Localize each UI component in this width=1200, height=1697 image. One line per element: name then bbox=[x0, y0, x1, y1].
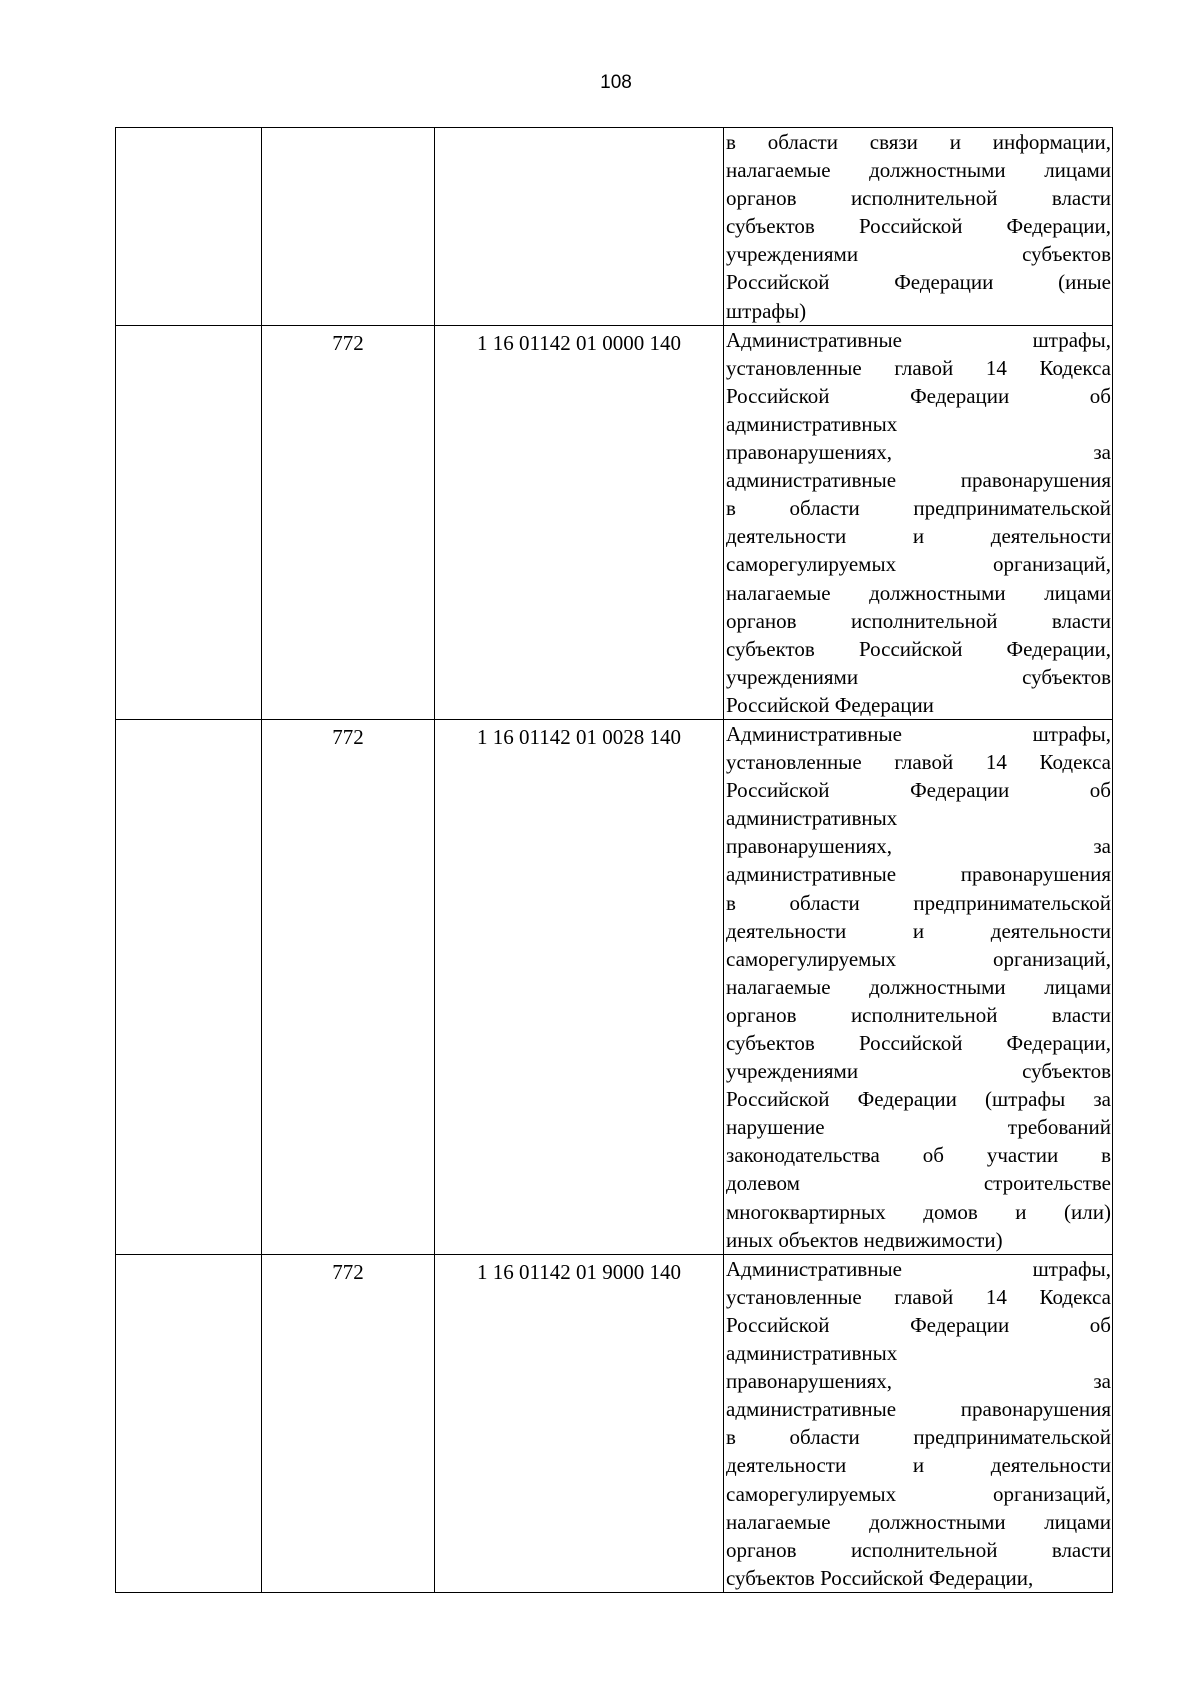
description-line: административных bbox=[726, 806, 898, 831]
kbk-code-cell: 1 16 01142 01 9000 140 bbox=[435, 1254, 724, 1592]
empty-cell bbox=[116, 325, 262, 719]
kbk-code-cell: 1 16 01142 01 0028 140 bbox=[435, 719, 724, 1254]
description-line: штрафы) bbox=[726, 298, 807, 323]
description-line: субъектов Российской Федерации, bbox=[726, 214, 1111, 239]
description-line: законодательства об участии в bbox=[726, 1143, 1111, 1168]
kbk-code-cell: 1 16 01142 01 0000 140 bbox=[435, 325, 724, 719]
description-line: в области связи и информации, bbox=[726, 130, 1111, 154]
description-cell bbox=[724, 719, 1113, 1254]
page-number: 108 bbox=[600, 72, 632, 93]
description-line: учреждениями субъектов bbox=[726, 664, 1111, 689]
description-cell bbox=[724, 128, 1113, 326]
description-line: органов исполнительной власти bbox=[726, 1537, 1111, 1562]
description-line: Административные штрафы, bbox=[726, 1256, 1111, 1281]
description-line: административных bbox=[726, 1341, 898, 1366]
description-line: в области предпринимательской bbox=[726, 1425, 1111, 1450]
description-line: деятельности и деятельности bbox=[726, 524, 1111, 549]
description-line: Российской Федерации (штрафы за bbox=[726, 1087, 1111, 1112]
description-line: Административные штрафы, bbox=[726, 327, 1111, 352]
description-line: правонарушениях, за bbox=[726, 440, 1111, 465]
description-line: административные правонарушения bbox=[726, 1397, 1111, 1422]
description-line: установленные главой 14 Кодекса bbox=[726, 750, 1111, 775]
description-line: учреждениями субъектов bbox=[726, 242, 1111, 267]
description-line: административные правонарушения bbox=[726, 862, 1111, 887]
description-line: деятельности и деятельности bbox=[726, 918, 1111, 943]
description-line: иных объектов недвижимости) bbox=[726, 1227, 1003, 1252]
description-line: учреждениями субъектов bbox=[726, 1059, 1111, 1084]
table-row bbox=[116, 325, 1113, 719]
description-line: Российской Федерации об bbox=[726, 778, 1111, 803]
description-line: Административные штрафы, bbox=[726, 721, 1111, 746]
admin-code-cell: 772 bbox=[262, 1254, 435, 1592]
description-cell bbox=[724, 325, 1113, 719]
description-line: в области предпринимательской bbox=[726, 496, 1111, 521]
description-line: саморегулируемых организаций, bbox=[726, 552, 1111, 577]
description-line: установленные главой 14 Кодекса bbox=[726, 355, 1111, 380]
description-line: субъектов Российской Федерации, bbox=[726, 636, 1111, 661]
description-cell bbox=[724, 1254, 1113, 1592]
description-line: Российской Федерации об bbox=[726, 383, 1111, 408]
admin-code-cell: 772 bbox=[262, 325, 435, 719]
description-line: органов исполнительной власти bbox=[726, 186, 1111, 211]
description-line: нарушение требований bbox=[726, 1115, 1111, 1140]
description-line: налагаемые должностными лицами bbox=[726, 974, 1111, 999]
description-line: многоквартирных домов и (или) bbox=[726, 1199, 1111, 1224]
table-row bbox=[116, 1254, 1113, 1592]
description-line: налагаемые должностными лицами bbox=[726, 580, 1111, 605]
description-line: административных bbox=[726, 411, 898, 436]
description-line: Российской Федерации bbox=[726, 692, 934, 717]
admin-code-cell bbox=[262, 128, 435, 326]
empty-cell bbox=[116, 128, 262, 326]
description-line: субъектов Российской Федерации, bbox=[726, 1565, 1034, 1590]
description-line: в области предпринимательской bbox=[726, 890, 1111, 915]
description-line: правонарушениях, за bbox=[726, 1369, 1111, 1394]
table-row bbox=[116, 719, 1113, 1254]
description-line: саморегулируемых организаций, bbox=[726, 1481, 1111, 1506]
description-line: долевом строительстве bbox=[726, 1171, 1111, 1196]
description-line: Российской Федерации (иные bbox=[726, 270, 1111, 295]
description-line: установленные главой 14 Кодекса bbox=[726, 1284, 1111, 1309]
empty-cell bbox=[116, 1254, 262, 1592]
empty-cell bbox=[116, 719, 262, 1254]
description-line: субъектов Российской Федерации, bbox=[726, 1031, 1111, 1055]
description-line: саморегулируемых организаций, bbox=[726, 946, 1111, 971]
kbk-code-cell bbox=[435, 128, 724, 326]
description-line: деятельности и деятельности bbox=[726, 1453, 1111, 1478]
admin-code-cell: 772 bbox=[262, 719, 435, 1254]
description-line: налагаемые должностными лицами bbox=[726, 158, 1111, 183]
description-line: органов исполнительной власти bbox=[726, 608, 1111, 633]
description-line: налагаемые должностными лицами bbox=[726, 1509, 1111, 1534]
description-line: правонарушениях, за bbox=[726, 834, 1111, 859]
budget-code-table bbox=[115, 127, 1113, 1593]
description-line: административные правонарушения bbox=[726, 468, 1111, 493]
description-line: органов исполнительной власти bbox=[726, 1002, 1111, 1027]
table-row bbox=[116, 128, 1113, 326]
description-line: Российской Федерации об bbox=[726, 1312, 1111, 1337]
table-body bbox=[116, 128, 1113, 1593]
